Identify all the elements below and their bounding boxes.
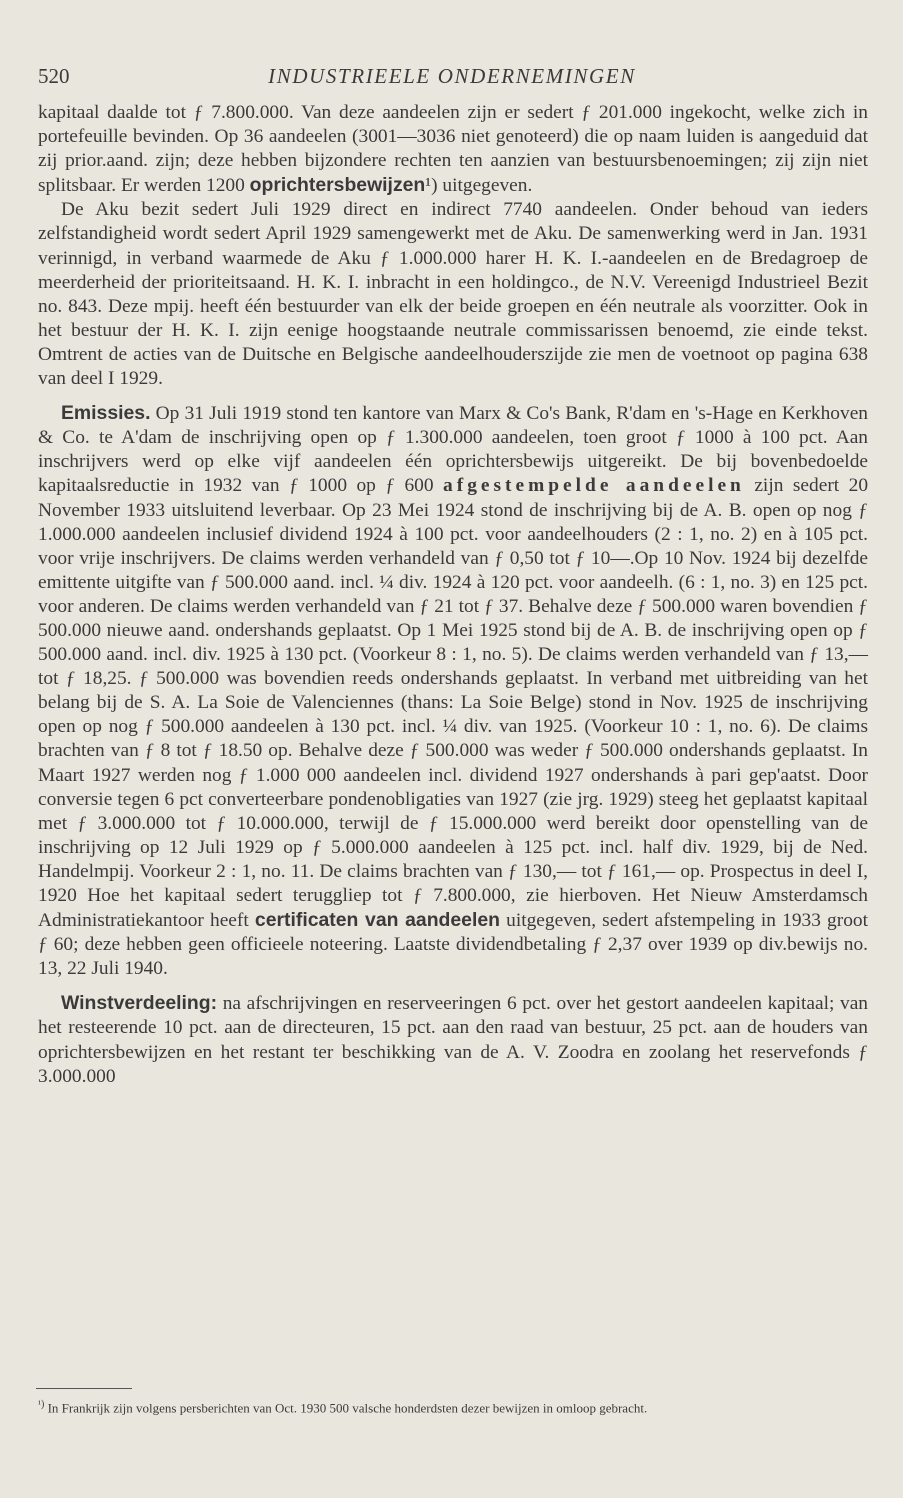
paragraph-aku: De Aku bezit sedert Juli 1929 direct en indirect 7740 aandeelen. Onder behoud van ieders zelfstandigheid wordt sedert April 1929 samengewerkt met de Aku. De samenwerking werd in Jan. 1931 verinnigd, in verband waarmede de Aku ƒ 1.000.000 harer H. K. I.-aandeelen en de Bredagroep de meerderheid der prioriteitsaand. H. K. I. inbracht in een holdingco., de N.V. Vereenigd Industrieel Bezit no. 843. Deze mpij. heeft één bestuurder van elk der beide groepen en één neutrale als voorzitter. Ook in het bestuur der H. K. I. zijn eenige hoogstaande neutrale commissarissen benoemd, zie einde tekst. Omtrent de acties van de Duitsche en Belgische aandeelhouderszijde zie men de voetnoot op pagina 638 van deel I 1929. (38, 199, 868, 390)
section-heading-emissies: Emissies. (61, 402, 151, 425)
term-afgestempelde-aandeelen: afgestempelde aandeelen (443, 475, 745, 497)
footnote-divider (36, 1388, 132, 1389)
footnote-text: In Frankrijk zijn volgens persberichten van Oct. 1930 500 valsche honderdsten dezer bewijzen in omloop gebracht. (44, 1400, 648, 1416)
footnote-ref: ¹) (425, 175, 438, 197)
term-oprichtersbewijzen: oprichtersbewijzen (249, 174, 426, 197)
footnote (38, 1396, 866, 1416)
paragraph-capital: kapitaal daalde tot ƒ 7.800.000. Van deze aandeelen zijn er sedert ƒ 201.000 ingekocht, welke zich in portefeuille bevinden. Op 36 aandeelen (3001—3036 niet genoteerd) die op naam luiden is aangeduid dat zij prior.aand. zijn; deze hebben bijzondere rechten ten aanzien van bestuursbenoemingen; zij zijn niet splitsbaar. Er werden 1200 oprichtersbewijzen¹) uitgegeven. (38, 102, 868, 197)
page-number: 520 (38, 64, 70, 88)
section-heading-winstverdeeling: Winstverdeeling: (61, 992, 218, 1015)
paragraph-emissies: Emissies. Op 31 Juli 1919 stond ten kantore van Marx & Co's Bank, R'dam en 's-Hage en Kerkhoven & Co. te A'dam de inschrijving open op ƒ 1.300.000 aandeelen, toen groot ƒ 1000 à 100 pct. Aan inschrijvers werd op elke vijf aandeelen één oprichtersbewijs uitgereikt. De bij bovenbedoelde kapitaalsreductie in 1932 van ƒ 1000 op ƒ 600 afgestempelde aandeelen zijn sedert 20 November 1933 uitsluitend leverbaar. Op 23 Mei 1924 stond de inschrijving bij de A. B. open op nog ƒ 1.000.000 aandeelen inclusief dividend 1924 à 100 pct. voor aandeelhouders (2 : 1, no. 2) en à 105 pct. voor vrije inschrijvers. De claims werden verhandeld van ƒ 0,50 tot ƒ 10—.Op 10 Nov. 1924 bij dezelfde emittente uitgifte van ƒ 500.000 aand. incl. ¼ div. 1924 à 120 pct. voor aandeelh. (6 : 1, no. 3) en 125 pct. voor anderen. De claims werden verhandeld van ƒ 21 tot ƒ 37. Behalve deze ƒ 500.000 waren bovendien ƒ 500.000 nieuwe aand. ondershands geplaatst. Op 1 Mei 1925 stond bij de A. B. de inschrijving open op ƒ 500.000 aand. incl. div. 1925 à 130 pct. (Voorkeur 8 : 1, no. 5). De claims werden verhandeld van ƒ 13,— tot ƒ 18,25. ƒ 500.000 was bovendien reeds ondershands geplaatst. In verband met uitbreiding van het belang bij de S. A. La Soie de Valenciennes (thans: La Soie Belge) stond in Nov. 1925 de inschrijving open op nog ƒ 500.000 aandeelen à 130 pct. incl. ¼ div. van 1925. (Voorkeur 10 : 1, no. 6). De claims brachten van ƒ 8 tot ƒ 18.50 op. Behalve deze ƒ 500.000 was weder ƒ 500.000 ondershands geplaatst. In Maart 1927 werden nog ƒ 1.000 000 aandeelen incl. dividend 1927 ondershands à pari gep'aatst. Door conversie tegen 6 pct converteerbare pondenobligaties van 1927 (zie jrg. 1929) steeg het geplaatst kapitaal met ƒ 3.000.000 tot ƒ 10.000.000, terwijl de ƒ 15.000.000 werd bereikt door openstelling van de inschrijving op 12 Juli 1929 op ƒ 5.000.000 aandeelen à 125 pct. incl. half div. 1929, bij de Ned. Handelmpij. Voorkeur 2 : 1, no. 11. De claims brachten van ƒ 130,— tot ƒ 161,— op. Prospectus in deel I, 1920 Hoe het kapitaal sedert teruggliep tot ƒ 7.800.000, zie hierboven. Het Nieuw Amsterdamsch Administratiekantoor heeft certificaten van aandeelen uitgegeven, sedert afstempeling in 1933 groot ƒ 60; deze hebben geen officieele noteering. Laatste dividendbetaling ƒ 2,37 over 1939 op div.bewijs no. 13, 22 Juli 1940. (38, 402, 869, 980)
paragraph-winstverdeeling: Winstverdeeling: na afschrijvingen en reserveeringen 6 pct. over het gestort aandeelen kapitaal; van het resteerende 10 pct. aan de directeuren, 15 pct. aan den raad van bestuur, 25 pct. aan de houders van oprichtersbewijzen en het restant ter beschikking van de A. V. Zoodra en zoolang het reservefonds ƒ 3.000.000 (38, 992, 868, 1087)
footnote-mark: ¹) (38, 1399, 45, 1410)
term-certificaten: certificaten van aandeelen (254, 909, 500, 932)
main-text (38, 101, 868, 1089)
running-title: INDUSTRIEELE ONDERNEMINGEN (268, 64, 636, 88)
page-header (38, 62, 866, 92)
